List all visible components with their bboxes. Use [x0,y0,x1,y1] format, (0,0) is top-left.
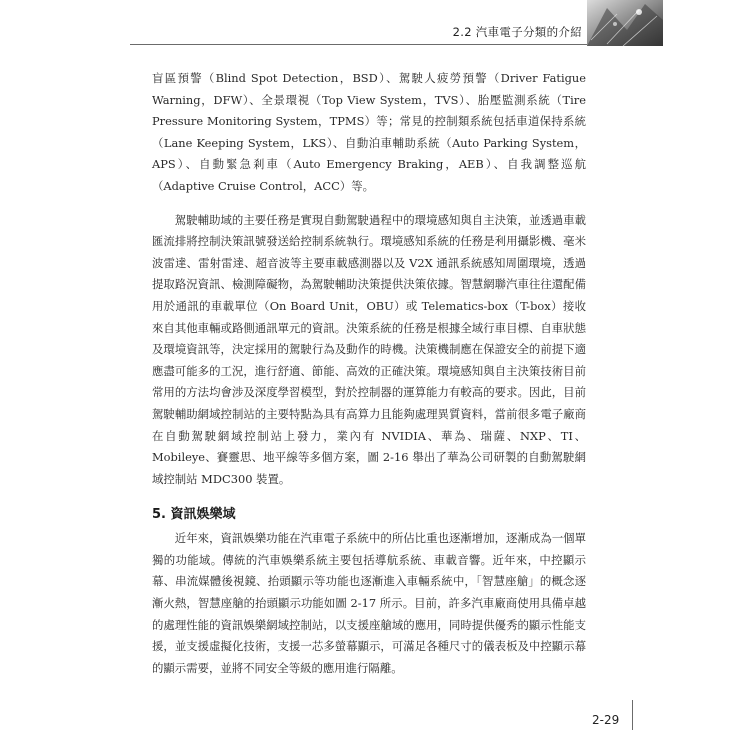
body-paragraph-3: 近年來，資訊娛樂功能在汽車電子系統中的所佔比重也逐漸增加，逐漸成為一個單獨的功能域。傳統的汽車娛樂系統主要包括導航系統、車載音響。近年來，中控顯示幕、串流媒體後視鏡、抬頭顯示等功能也逐漸進入車輛系統中，「智慧座艙」的概念逐漸火熱，智慧座艙的抬頭顯示功能如圖 2-17 所示。目前，許多汽車廠商使用具備卓越的處理性能的資訊娛樂網域控制站，以支援座艙域的應用，同時提供優秀的顯示性能支援，並支援虛擬化技術，支援一芯多螢幕顯示，可滿足各種尺寸的儀表板及中控顯示幕的顯示需要，並將不同安全等級的應用進行隔離。 [152,531,586,675]
section-heading: 5. 資訊娛樂域 [152,507,236,523]
header-rule [130,44,610,45]
chapter-corner-image [587,0,663,46]
footer-rule [632,700,633,730]
body-paragraph-2: 駕駛輔助域的主要任務是實現自動駕駛過程中的環境感知與自主決策，並透過車載匯流排將控制決策訊號發送給控制系統執行。環境感知系統的任務是利用攝影機、毫米波雷達、雷射雷達、超音波等主要車載感測器以及 V2X 通訊系統感知周圍環境，透過提取路況資訊、檢測障礙物，為駕駛輔助決策提供決策依據。智慧網聯汽車往往還配備用於通訊的車載單位（On Board Unit，OBU）或 Telematics-box（T-box）接收來自其他車輛或路側通訊單元的資訊。決策系統的任務是根據全域行車目標、自車狀態及環境資訊等，決定採用的駕駛行為及動作的時機。決策機制應在保證安全的前提下適應盡可能多的工況，進行舒適、節能、高效的正確決策。環境感知與自主決策技術目前常用的方法均會涉及深度學習模型，對於控制器的運算能力有較高的要求。因此，目前駕駛輔助網域控制站的主要特點為具有高算力且能夠處理異質資料，當前很多電子廠商在自動駕駛網域控制站上發力，業內有 NVIDIA、華為、瑞薩、NXP、TI、Mobileye、賽靈思、地平線等多個方案，圖 2-16 舉出了華為公司研製的自動駕駛網域控制站 MDC300 裝置。 [152,212,586,486]
body-paragraph-1: 盲區預警（Blind Spot Detection，BSD）、駕駛人疲勞預警（Driver Fatigue Warning，DFW）、全景環視（Top View System，TVS）、胎壓監測系統（Tire Pressure Monitoring System，TPMS）等；常見的控制類系統包括車道保持系統（Lane Keeping System，LKS）、自動泊車輔助系統（Auto Parking System，APS）、自動緊急剎車（Auto Emergency Braking，AEB）、自我調整巡航（Adaptive Cruise Control，ACC）等。 [152,71,586,193]
page-number: 2-29 [592,713,620,727]
running-header-title: 2.2 汽車電子分類的介紹 [452,25,582,39]
page-body [152,68,586,679]
